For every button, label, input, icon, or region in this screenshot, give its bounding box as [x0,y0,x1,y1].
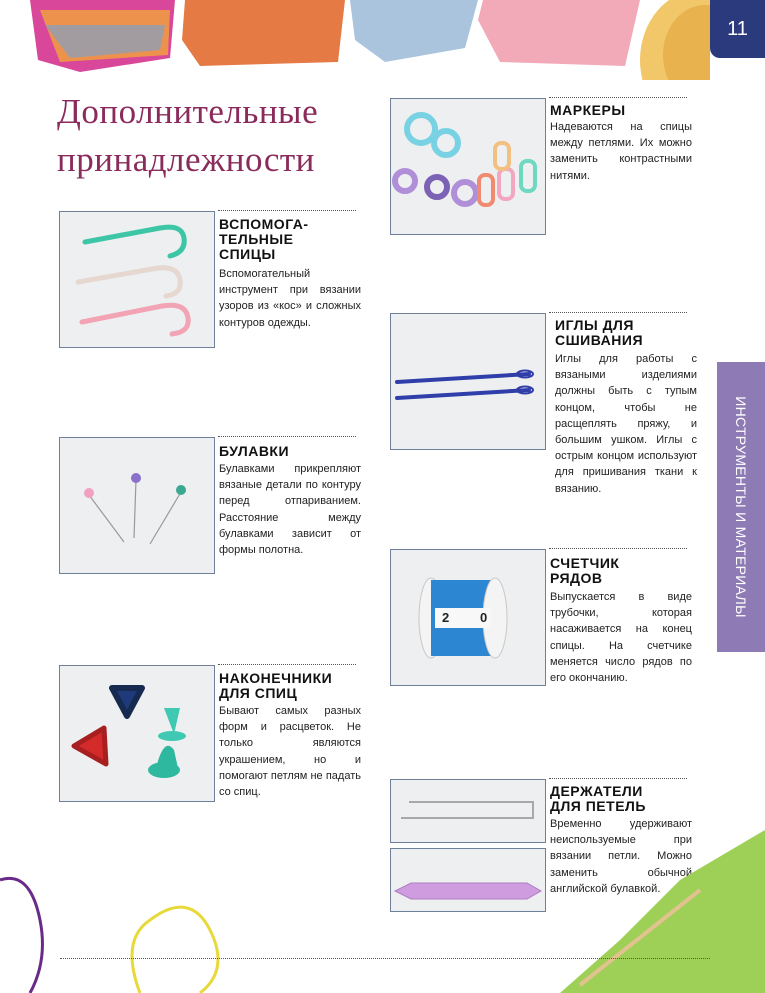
counter-digit-tens: 2 [442,610,450,625]
stitch-holder-photo-1 [390,779,546,843]
page-number: 11 [710,0,765,58]
item-title-row-counter: СЧЕТЧИК РЯДОВ [550,555,620,586]
section-side-tab: ИНСТРУМЕНТЫ И МАТЕРИАЛЫ [717,362,765,652]
divider-dotted [218,436,356,437]
item-title-markers: МАРКЕРЫ [550,102,626,118]
counter-digit-ones: 0 [480,610,488,625]
page-title-line-2: принадлежности [57,140,315,179]
item-title-needle-tips: НАКОНЕЧНИКИ ДЛЯ СПИЦ [219,670,333,701]
page-title-line-1: Дополнительные [57,92,319,131]
divider-dotted [549,548,687,549]
divider-dotted [549,97,687,98]
item-title-pins: БУЛАВКИ [219,443,290,459]
divider-dotted [549,312,687,313]
item-text-markers: Надеваются на спицы между петлями. Их можно заменить контрастными нитями. [550,121,692,182]
row-counter-photo [390,549,546,686]
divider-dotted [218,210,356,211]
knitted-swatches-decoration [0,0,710,80]
yarn-decoration [0,850,300,993]
stitch-markers-photo [390,98,546,235]
stitch-holder-photo-2 [390,848,546,912]
item-title-sewing-needles: ИГЛЫ ДЛЯ СШИВАНИЯ [555,317,643,348]
footer-divider [60,958,710,959]
pins-photo [59,437,215,574]
cable-needles-photo [59,211,215,348]
divider-dotted [218,664,356,665]
needle-tips-photo [59,665,215,802]
item-title-stitch-holders: ДЕРЖАТЕЛИ ДЛЯ ПЕТЕЛЬ [550,783,646,814]
item-text-row-counter: Выпускается в виде трубочки, которая насаживается на конец спицы. На счетчике меняется число рядов по его окончанию. [550,591,692,685]
item-title-cable-needles: ВСПОМОГА- ТЕЛЬНЫЕ СПИЦЫ [219,216,309,262]
item-text-pins: Булавками прикрепляют вязаные детали по контуру перед отпариванием. Расстояние между булавками зависит от формы полотна. [219,463,361,557]
sewing-needles-photo [390,313,546,450]
item-text-stitch-holders: Временно удерживают неиспользуемые при вязании петли. Можно заменить обычной английской булавкой. [550,818,692,895]
divider-dotted [549,778,687,779]
item-text-cable-needles: Вспомогательный инструмент при вязании узоров из «кос» и сложных контуров одежды. [219,268,361,329]
item-text-needle-tips: Бывают самых разных форм и расцветок. Не только являются украшением, но и помогают петлям не падать со спиц. [219,705,361,799]
green-knitting-decoration [560,820,765,993]
item-text-sewing-needles: Иглы для работы с вязаными изделиями должны быть с тупым концом, чтобы не расщеплять пряжу, и большим ушком. Иглы с острым концом используют для пришивания ткани к вязанию. [555,353,697,495]
page-title [57,88,377,184]
